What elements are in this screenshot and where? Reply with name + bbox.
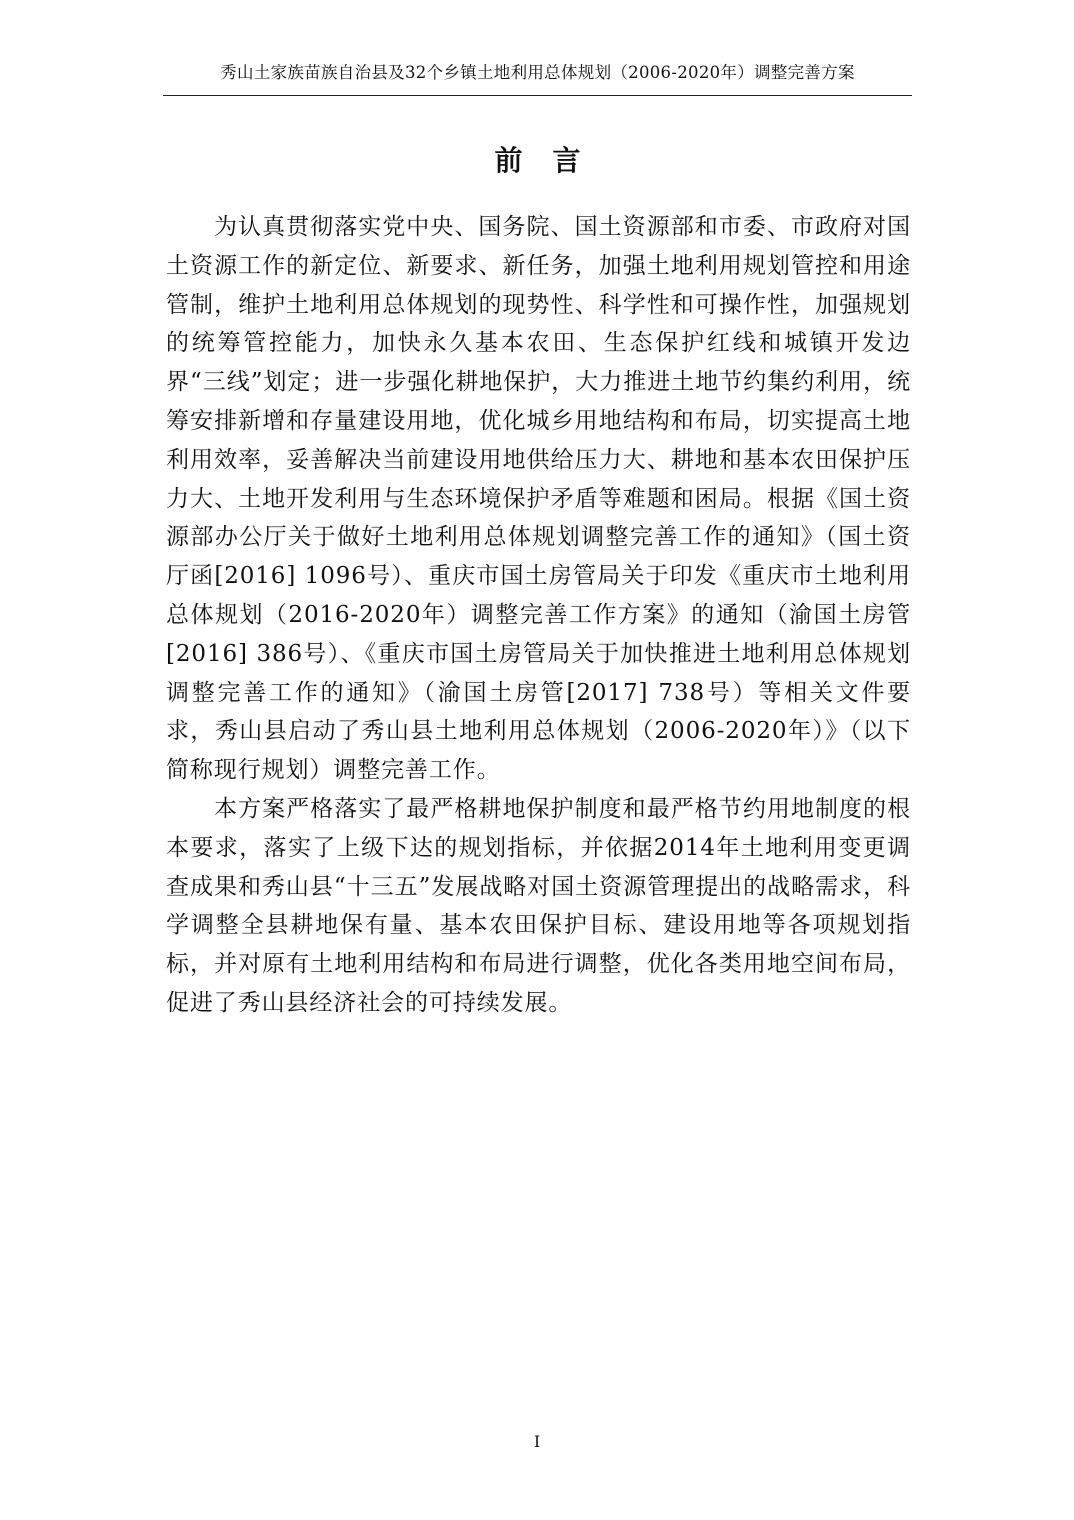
page-title: 前言	[494, 144, 611, 177]
paragraph-2: 本方案严格落实了最严格耕地保护制度和最严格节约用地制度的根本要求，落实了上级下达的规划指标，并依据2014年土地利用变更调查成果和秀山县“十三五”发展战略对国土资源管理提出的战略需求，科学调整全县耕地保有量、基本农田保护目标、建设用地等各项规划指标，并对原有土地利用结构和布局进行调整，优化各类用地空间布局，促进了秀山县经济社会的可持续发展。	[166, 795, 911, 1016]
body-text	[166, 208, 911, 1023]
page-number: I	[533, 1432, 541, 1451]
paragraph-1: 为认真贯彻落实党中央、国务院、国土资源部和市委、市政府对国土资源工作的新定位、新要求、新任务，加强土地利用规划管控和用途管制，维护土地利用总体规划的现势性、科学性和可操作性，加强规划的统筹管控能力，加快永久基本农田、生态保护红线和城镇开发边界“三线”划定；进一步强化耕地保护，大力推进土地节约集约利用，统筹安排新增和存量建设用地，优化城乡用地结构和布局，切实提高土地利用效率，妥善解决当前建设用地供给压力大、耕地和基本农田保护压力大、土地开发利用与生态环境保护矛盾等难题和困局。根据《国土资源部办公厅关于做好土地利用总体规划调整完善工作的通知》（国土资厅函[2016] 1096号）、重庆市国土房管局关于印发《重庆市土地利用总体规划（2016-2020年）调整完善工作方案》的通知（渝国土房管[2016] 386号）、《重庆市国土房管局关于加快推进土地利用总体规划调整完善工作的通知》（渝国土房管[2017] 738号）等相关文件要求，秀山县启动了秀山县土地利用总体规划（2006-2020年）》（以下简称现行规划）调整完善工作。	[166, 214, 911, 784]
header-divider	[163, 95, 912, 96]
running-header: 秀山土家族苗族自治县及32个乡镇土地利用总体规划（2006-2020年）调整完善方案	[220, 63, 855, 82]
